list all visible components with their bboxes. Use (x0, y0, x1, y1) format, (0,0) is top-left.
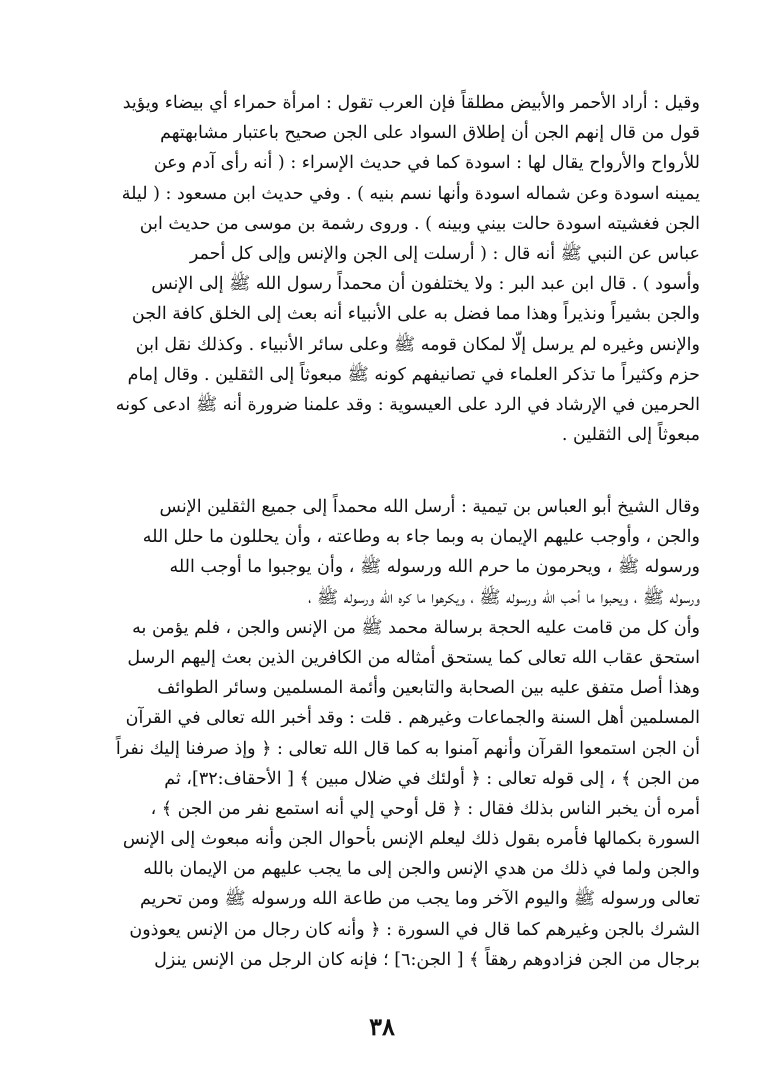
text-line: والجن بشيراً ونذيراً وهذا مما فضل به على الأنبياء أنه بعث إلى الخلق كافة الجن (131, 304, 700, 325)
text-line: من الجن ﴾ ، إلى قوله تعالى : ﴿ أولئك في ضلال مبين ﴾ [ الأحقاف:٣٢]، ثم (164, 768, 700, 789)
text-line: المسلمين أهل السنة والجماعات وغيرهم . قلت : وقد أخبر الله تعالى في القرآن (125, 708, 700, 729)
text-line: وقيل : أراد الأحمر والأبيض مطلقاً فإن العرب تقول : امرأة حمراء أي بيضاء ويؤيد (122, 93, 700, 113)
text-line: برجال من الجن فزادوهم رهقاً ﴾ [ الجن:٦] ؛ فإنه كان الرجل من الإنس ينزل (154, 949, 700, 970)
paragraph-2 (64, 492, 700, 975)
text-line: تعالى ورسوله ﷺ واليوم الآخر وما يجب من طاعة الله ورسوله ﷺ ومن تحريم (139, 889, 700, 910)
text-line: أمره أن يخبر الناس بذلك فقال : ﴿ قل أوحي إلي أنه استمع نفر من الجن ﴾ ، (150, 798, 700, 819)
text-line: استحق عقاب الله تعالى كما يستحق أمثاله من الكافرين الذين بعث إليهم الرسل (127, 647, 700, 668)
text-line: الجن فغشيته اسودة حالت بيني وبينه ) . وروى رشمة بن موسى من حديث ابن (139, 213, 700, 234)
text-line: عباس عن النبي ﷺ أنه قال : ( أرسلت إلى الجن والإنس وإلى كل أحمر (189, 243, 700, 264)
page-number: ٣٨ (369, 1012, 395, 1041)
text-line: والجن ولما في ذلك من هدي الإنس والجن إلى ما يجب عليهم من الإيمان بالله (143, 859, 700, 880)
text-line: قول من قال إنهم الجن أن إطلاق السواد على الجن صحيح باعتبار مشابهتهم (160, 123, 700, 144)
text-line: يمينه اسودة وعن شماله اسودة وأنها نسم بنيه ) . وفي حديث ابن مسعود : ( ليلة (121, 183, 700, 204)
text-line: للأرواح والأرواح يقال لها : اسودة كما في حديث الإسراء : ( أنه رأى آدم وعن (153, 153, 700, 174)
text-line: وأسود ) . قال ابن عبد البر : ولا يختلفون أن محمداً رسول الله ﷺ إلى الإنس (151, 274, 700, 295)
text-line: والإنس وغيره لم يرسل إلّا لمكان قومه ﷺ وعلى سائر الأنبياء . وكذلك نقل ابن (135, 334, 700, 355)
text-line: والجن ، وأوجب عليهم الإيمان به وبما جاء به وطاعته ، وأن يحللون ما حلل الله (142, 527, 700, 548)
text-line: الشرك بالجن وغيرهم كما قال في السورة : ﴿ وأنه كان رجال من الإنس يعوذون (129, 919, 700, 940)
text-line: أن الجن استمعوا القرآن وأنهم آمنوا به كما قال الله تعالى : ﴿ وإذ صرفنا إليك نفراً (115, 738, 700, 759)
text-line: السورة بكمالها فأمره بقول ذلك ليعلم الإنس بأحوال الجن وأنه مبعوث إلى الإنس (122, 829, 700, 850)
text-line: الحرمين في الإرشاد في الرد على العيسوية : وقد علمنا ضرورة أنه ﷺ ادعى كونه (115, 394, 700, 415)
text-line: ورسوله ﷺ ، ويحبوا ما أحب الله ورسوله ﷺ ، ويكرهوا ما كره الله ورسوله ﷺ ، (308, 587, 700, 608)
text-line: ورسوله ﷺ ، ويحرمون ما حرم الله ورسوله ﷺ ، وأن يوجبوا ما أوجب الله (169, 557, 700, 578)
text-line: وقال الشيخ أبو العباس بن تيمية : أرسل الله محمداً إلى جميع الثقلين الإنس (159, 497, 700, 517)
text-line: مبعوثاً إلى الثقلين . (561, 425, 700, 446)
text-line: حزم وكثيراً ما تذكر العلماء في تصانيفهم كونه ﷺ مبعوثاً إلى الثقلين . وقال إمام (127, 364, 700, 385)
paragraph-1 (64, 88, 700, 450)
text-line: وهذا أصل متفق عليه بين الصحابة والتابعين وأئمة المسلمين وسائر الطوائف (157, 678, 700, 699)
text-line: وأن كل من قامت عليه الحجة برسالة محمد ﷺ من الإنس والجن ، فلم يؤمن به (132, 617, 700, 638)
